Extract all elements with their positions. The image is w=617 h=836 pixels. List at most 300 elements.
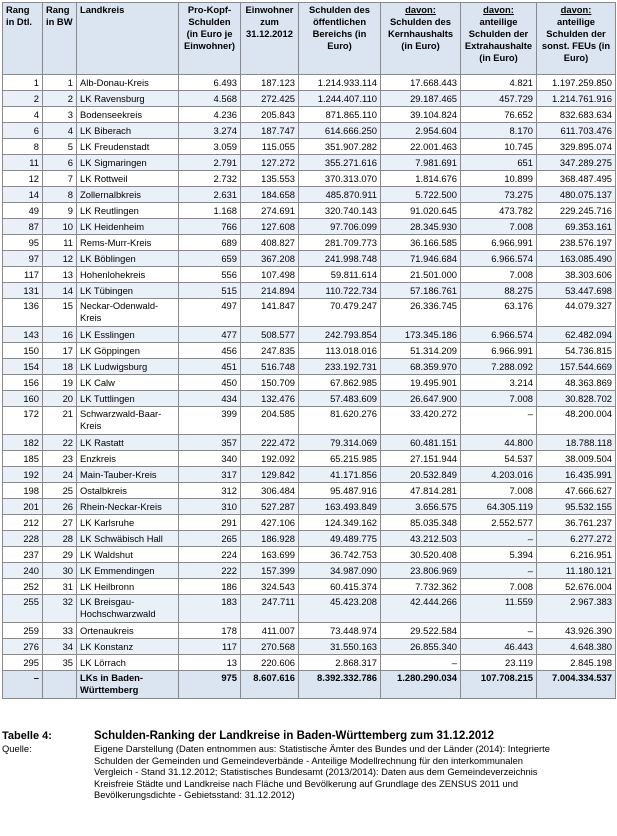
cell-population: 186.928	[241, 531, 299, 547]
cell-other-feu: 368.487.495	[537, 171, 616, 187]
cell-population: 508.577	[241, 327, 299, 343]
cell-core-budget: 5.722.500	[381, 187, 461, 203]
cell-population: 411.007	[241, 623, 299, 639]
cell-district: LK Tuttlingen	[77, 391, 179, 407]
cell-rank-germany: 201	[3, 499, 43, 515]
cell-other-feu: 30.828.702	[537, 391, 616, 407]
cell-per-capita: 357	[179, 435, 241, 451]
cell-rank-bw: 4	[43, 123, 77, 139]
cell-rank-bw: 22	[43, 435, 77, 451]
cell-per-capita: 317	[179, 467, 241, 483]
table-row[interactable]	[3, 343, 616, 359]
cell-core-budget: 60.481.151	[381, 435, 461, 451]
cell-district: Main-Tauber-Kreis	[77, 467, 179, 483]
cell-extra-budget: 76.652	[461, 107, 537, 123]
cell-core-budget: 22.001.463	[381, 139, 461, 155]
header-feu-prefix: davon:	[560, 4, 592, 15]
header-core-prefix: davon:	[405, 4, 436, 15]
cell-per-capita: 556	[179, 267, 241, 283]
cell-extra-budget: 457.729	[461, 91, 537, 107]
cell-rank-germany: 1	[3, 75, 43, 91]
cell-district: Zollernalbkreis	[77, 187, 179, 203]
cell-extra-budget: 4.203.016	[461, 467, 537, 483]
cell-other-feu: 6.216.951	[537, 547, 616, 563]
cell-district: LK Heilbronn	[77, 579, 179, 595]
source-text: Eigene Darstellung (Daten entnommen aus: Statistische Ämter des Bundes und der Länder (2014): Integrierte Schulden der Gemeinden und Gemeindeverbände - Anteilige Modellrechnung für den interkommunalen Vergleich - Stand 31.12.2012; Statistisches Bundesamt (2013/2014): Daten aus dem Gemeindeverzeichnis Kreisfreie Städte und Landkreise nach Fläche und Bevölkerung auf Grundlage des ZENSUS 2011 und Bevölkerungsdichte - Gebietsstand: 31.12.2012)	[94, 743, 550, 801]
cell-rank-bw: 14	[43, 283, 77, 299]
cell-public-debt: 485.870.911	[299, 187, 381, 203]
cell-public-debt: 355.271.616	[299, 155, 381, 171]
cell-district: LK Karlsruhe	[77, 515, 179, 531]
cell-public-debt: 370.313.070	[299, 171, 381, 187]
cell-core-budget: 7.981.691	[381, 155, 461, 171]
cell-core-budget: 26.855.340	[381, 639, 461, 655]
cell-rank-germany: 252	[3, 579, 43, 595]
cell-rank-bw: 1	[43, 75, 77, 91]
cell-core-budget: 36.166.585	[381, 235, 461, 251]
cell-district: LK Ludwigsburg	[77, 359, 179, 375]
cell-rank-bw: 21	[43, 407, 77, 435]
cell-rank-germany: 4	[3, 107, 43, 123]
cell-extra-budget: 4.821	[461, 75, 537, 91]
cell-per-capita: 312	[179, 483, 241, 499]
cell-district: Enzkreis	[77, 451, 179, 467]
cell-per-capita: 2.631	[179, 187, 241, 203]
cell-rank-germany: 143	[3, 327, 43, 343]
cell-rank-bw: 33	[43, 623, 77, 639]
header-public-debt[interactable]: Schulden des öffentlichen Bereichs (in Euro)	[299, 3, 381, 75]
cell-population: 367.208	[241, 251, 299, 267]
cell-extra-budget: 10.899	[461, 171, 537, 187]
cell-rank-germany: 295	[3, 655, 43, 671]
cell-rank-bw: 2	[43, 91, 77, 107]
cell-rank-bw: 10	[43, 219, 77, 235]
table-row[interactable]	[3, 219, 616, 235]
cell-rank-germany: 228	[3, 531, 43, 547]
cell-per-capita: 659	[179, 251, 241, 267]
cell-population: 141.847	[241, 299, 299, 327]
header-district[interactable]: Landkreis	[77, 3, 179, 75]
header-population[interactable]: Einwohner zum 31.12.2012	[241, 3, 299, 75]
cell-rank-bw: 28	[43, 531, 77, 547]
cell-per-capita: 222	[179, 563, 241, 579]
cell-public-debt: 60.415.374	[299, 579, 381, 595]
cell-other-feu: 44.079.327	[537, 299, 616, 327]
cell-rank-germany: 154	[3, 359, 43, 375]
cell-rank-bw: 31	[43, 579, 77, 595]
total-population: 8.607.616	[241, 671, 299, 699]
cell-rank-germany: 117	[3, 267, 43, 283]
table-row[interactable]	[3, 595, 616, 623]
cell-public-debt: 281.709.773	[299, 235, 381, 251]
cell-district: Neckar-Odenwald-Kreis	[77, 299, 179, 327]
cell-district: LK Göppingen	[77, 343, 179, 359]
cell-population: 214.894	[241, 283, 299, 299]
cell-public-debt: 351.907.282	[299, 139, 381, 155]
cell-rank-germany: 49	[3, 203, 43, 219]
cell-core-budget: 7.732.362	[381, 579, 461, 595]
header-rank-bw[interactable]: Rang in BW	[43, 3, 77, 75]
table-row[interactable]	[3, 531, 616, 547]
cell-per-capita: 399	[179, 407, 241, 435]
cell-public-debt: 1.244.407.110	[299, 91, 381, 107]
cell-core-budget: 91.020.645	[381, 203, 461, 219]
cell-other-feu: 611.703.476	[537, 123, 616, 139]
cell-other-feu: 1.214.761.916	[537, 91, 616, 107]
cell-per-capita: 117	[179, 639, 241, 655]
cell-population: 516.748	[241, 359, 299, 375]
cell-population: 527.287	[241, 499, 299, 515]
table-row[interactable]	[3, 547, 616, 563]
cell-public-debt: 59.811.614	[299, 267, 381, 283]
cell-population: 163.699	[241, 547, 299, 563]
cell-core-budget: 27.151.944	[381, 451, 461, 467]
table-row[interactable]	[3, 639, 616, 655]
cell-per-capita: 310	[179, 499, 241, 515]
cell-rank-germany: 6	[3, 123, 43, 139]
cell-population: 127.272	[241, 155, 299, 171]
table-row[interactable]	[3, 203, 616, 219]
cell-core-budget: 28.345.930	[381, 219, 461, 235]
cell-district: LK Esslingen	[77, 327, 179, 343]
table-row[interactable]	[3, 283, 616, 299]
cell-population: 135.553	[241, 171, 299, 187]
table-row[interactable]	[3, 623, 616, 639]
cell-other-feu: 48.363.869	[537, 375, 616, 391]
header-extra-budget[interactable]	[461, 3, 537, 75]
table-row[interactable]	[3, 499, 616, 515]
cell-rank-bw: 20	[43, 391, 77, 407]
table-row[interactable]	[3, 515, 616, 531]
table-row[interactable]	[3, 155, 616, 171]
cell-extra-budget: 88.275	[461, 283, 537, 299]
cell-district: LK Reutlingen	[77, 203, 179, 219]
header-rank-germany[interactable]: Rang in Dtl.	[3, 3, 43, 75]
cell-core-budget: 47.814.281	[381, 483, 461, 499]
total-per-capita: 975	[179, 671, 241, 699]
cell-population: 187.123	[241, 75, 299, 91]
cell-district: LK Konstanz	[77, 639, 179, 655]
cell-other-feu: 16.435.991	[537, 467, 616, 483]
cell-public-debt: 320.740.143	[299, 203, 381, 219]
header-core-budget[interactable]	[381, 3, 461, 75]
cell-population: 205.843	[241, 107, 299, 123]
cell-core-budget: 2.954.604	[381, 123, 461, 139]
cell-core-budget: 19.495.901	[381, 375, 461, 391]
cell-core-budget: 23.806.969	[381, 563, 461, 579]
table-row[interactable]	[3, 563, 616, 579]
cell-population: 324.543	[241, 579, 299, 595]
cell-extra-budget: 8.170	[461, 123, 537, 139]
cell-other-feu: 238.576.197	[537, 235, 616, 251]
cell-extra-budget: 23.119	[461, 655, 537, 671]
cell-district: Schwarzwald-Baar-Kreis	[77, 407, 179, 435]
cell-rank-germany: 11	[3, 155, 43, 171]
cell-core-budget: 173.345.186	[381, 327, 461, 343]
cell-public-debt: 241.998.748	[299, 251, 381, 267]
cell-core-budget: 43.212.503	[381, 531, 461, 547]
cell-rank-bw: 12	[43, 251, 77, 267]
cell-core-budget: 85.035.348	[381, 515, 461, 531]
cell-rank-germany: 136	[3, 299, 43, 327]
cell-other-feu: 95.532.155	[537, 499, 616, 515]
cell-core-budget: 33.420.272	[381, 407, 461, 435]
cell-extra-budget: 44.800	[461, 435, 537, 451]
cell-per-capita: 183	[179, 595, 241, 623]
cell-public-debt: 41.171.856	[299, 467, 381, 483]
cell-public-debt: 97.706.099	[299, 219, 381, 235]
cell-rank-germany: 212	[3, 515, 43, 531]
table-row[interactable]	[3, 75, 616, 91]
table-row[interactable]	[3, 435, 616, 451]
cell-rank-germany: 160	[3, 391, 43, 407]
cell-core-budget: 39.104.824	[381, 107, 461, 123]
table-row[interactable]	[3, 171, 616, 187]
cell-rank-bw: 25	[43, 483, 77, 499]
table-row[interactable]	[3, 655, 616, 671]
cell-district: Rhein-Neckar-Kreis	[77, 499, 179, 515]
total-public-debt: 8.392.332.786	[299, 671, 381, 699]
cell-population: 306.484	[241, 483, 299, 499]
table-row[interactable]	[3, 359, 616, 375]
cell-other-feu: 2.845.198	[537, 655, 616, 671]
cell-extra-budget: –	[461, 407, 537, 435]
total-rank-bw	[43, 671, 77, 699]
total-core-budget: 1.280.290.034	[381, 671, 461, 699]
cell-public-debt: 70.479.247	[299, 299, 381, 327]
cell-district: LK Sigmaringen	[77, 155, 179, 171]
cell-other-feu: 1.197.259.850	[537, 75, 616, 91]
cell-rank-germany: 182	[3, 435, 43, 451]
cell-public-debt: 36.742.753	[299, 547, 381, 563]
cell-extra-budget: 7.288.092	[461, 359, 537, 375]
cell-population: 222.472	[241, 435, 299, 451]
total-extra-budget: 107.708.215	[461, 671, 537, 699]
debt-ranking-table-wrapper	[2, 2, 615, 699]
cell-extra-budget: 6.966.574	[461, 327, 537, 343]
header-per-capita[interactable]: Pro-Kopf-Schulden (in Euro je Einwohner)	[179, 3, 241, 75]
cell-other-feu: 47.666.627	[537, 483, 616, 499]
cell-public-debt: 113.018.016	[299, 343, 381, 359]
cell-population: 184.658	[241, 187, 299, 203]
cell-public-debt: 163.493.849	[299, 499, 381, 515]
cell-population: 247.835	[241, 343, 299, 359]
table-header	[3, 3, 616, 75]
cell-population: 115.055	[241, 139, 299, 155]
cell-extra-budget: 46.443	[461, 639, 537, 655]
cell-extra-budget: 63.176	[461, 299, 537, 327]
header-extra-prefix: davon:	[483, 4, 514, 15]
table-row[interactable]	[3, 139, 616, 155]
cell-public-debt: 110.722.734	[299, 283, 381, 299]
cell-rank-germany: 8	[3, 139, 43, 155]
caption-label: Tabelle 4:	[2, 730, 52, 742]
table-row[interactable]	[3, 483, 616, 499]
cell-public-debt: 233.192.731	[299, 359, 381, 375]
cell-public-debt: 81.620.276	[299, 407, 381, 435]
cell-extra-budget: 5.394	[461, 547, 537, 563]
cell-district: Bodenseekreis	[77, 107, 179, 123]
cell-core-budget: 1.814.676	[381, 171, 461, 187]
cell-district: Alb-Donau-Kreis	[77, 75, 179, 91]
cell-per-capita: 178	[179, 623, 241, 639]
cell-public-debt: 1.214.933.114	[299, 75, 381, 91]
cell-extra-budget: 473.782	[461, 203, 537, 219]
cell-other-feu: 54.736.815	[537, 343, 616, 359]
cell-other-feu: 157.544.669	[537, 359, 616, 375]
cell-core-budget: 68.359.970	[381, 359, 461, 375]
cell-per-capita: 497	[179, 299, 241, 327]
cell-public-debt: 65.215.985	[299, 451, 381, 467]
cell-district: LK Waldshut	[77, 547, 179, 563]
cell-core-budget: 26.647.900	[381, 391, 461, 407]
cell-extra-budget: 7.008	[461, 219, 537, 235]
table-row[interactable]	[3, 187, 616, 203]
cell-core-budget: 26.336.745	[381, 299, 461, 327]
table-row[interactable]	[3, 267, 616, 283]
cell-core-budget: 20.532.849	[381, 467, 461, 483]
cell-population: 187.747	[241, 123, 299, 139]
cell-core-budget: 29.522.584	[381, 623, 461, 639]
cell-per-capita: 6.493	[179, 75, 241, 91]
header-extra-text: anteilige Schulden der Extrahaushalte (in Euro)	[464, 16, 533, 63]
cell-rank-germany: 97	[3, 251, 43, 267]
cell-per-capita: 4.236	[179, 107, 241, 123]
table-row[interactable]	[3, 327, 616, 343]
header-other-feu[interactable]	[537, 3, 616, 75]
cell-per-capita: 689	[179, 235, 241, 251]
table-row[interactable]	[3, 299, 616, 327]
cell-extra-budget: –	[461, 623, 537, 639]
cell-per-capita: 456	[179, 343, 241, 359]
cell-rank-germany: 2	[3, 91, 43, 107]
cell-district: LK Breisgau-Hochschwarzwald	[77, 595, 179, 623]
cell-per-capita: 224	[179, 547, 241, 563]
cell-extra-budget: 3.214	[461, 375, 537, 391]
table-row[interactable]	[3, 451, 616, 467]
table-row[interactable]	[3, 235, 616, 251]
cell-per-capita: 291	[179, 515, 241, 531]
cell-extra-budget: –	[461, 563, 537, 579]
total-rank-germany: –	[3, 671, 43, 699]
cell-district: Ortenaukreis	[77, 623, 179, 639]
cell-extra-budget: 7.008	[461, 483, 537, 499]
cell-district: LK Ravensburg	[77, 91, 179, 107]
table-row[interactable]	[3, 91, 616, 107]
cell-extra-budget: 11.559	[461, 595, 537, 623]
cell-rank-bw: 3	[43, 107, 77, 123]
cell-rank-germany: 150	[3, 343, 43, 359]
cell-rank-bw: 5	[43, 139, 77, 155]
cell-extra-budget: 6.966.991	[461, 343, 537, 359]
cell-public-debt: 49.489.775	[299, 531, 381, 547]
total-other-feu: 7.004.334.537	[537, 671, 616, 699]
cell-population: 204.585	[241, 407, 299, 435]
cell-public-debt: 67.862.985	[299, 375, 381, 391]
cell-per-capita: 515	[179, 283, 241, 299]
table-row[interactable]	[3, 107, 616, 123]
cell-population: 150.709	[241, 375, 299, 391]
cell-rank-bw: 24	[43, 467, 77, 483]
cell-per-capita: 13	[179, 655, 241, 671]
table-row[interactable]	[3, 123, 616, 139]
cell-core-budget: –	[381, 655, 461, 671]
cell-other-feu: 4.648.380	[537, 639, 616, 655]
cell-district: LK Lörrach	[77, 655, 179, 671]
cell-rank-bw: 27	[43, 515, 77, 531]
cell-per-capita: 451	[179, 359, 241, 375]
cell-public-debt: 95.487.916	[299, 483, 381, 499]
cell-extra-budget: 54.537	[461, 451, 537, 467]
cell-other-feu: 62.482.094	[537, 327, 616, 343]
cell-rank-germany: 240	[3, 563, 43, 579]
cell-other-feu: 480.075.137	[537, 187, 616, 203]
cell-other-feu: 163.085.490	[537, 251, 616, 267]
table-row[interactable]	[3, 579, 616, 595]
cell-rank-bw: 6	[43, 155, 77, 171]
cell-rank-germany: 237	[3, 547, 43, 563]
cell-rank-germany: 14	[3, 187, 43, 203]
cell-district: Hohenlohekreis	[77, 267, 179, 283]
cell-other-feu: 832.683.634	[537, 107, 616, 123]
cell-core-budget: 42.444.266	[381, 595, 461, 623]
cell-rank-bw: 19	[43, 375, 77, 391]
cell-population: 129.842	[241, 467, 299, 483]
cell-public-debt: 34.987.090	[299, 563, 381, 579]
cell-rank-germany: 198	[3, 483, 43, 499]
cell-rank-germany: 259	[3, 623, 43, 639]
cell-extra-budget: 651	[461, 155, 537, 171]
table-row[interactable]	[3, 467, 616, 483]
table-row[interactable]	[3, 407, 616, 435]
cell-core-budget: 30.520.408	[381, 547, 461, 563]
cell-district: LK Tübingen	[77, 283, 179, 299]
cell-rank-germany: 95	[3, 235, 43, 251]
cell-public-debt: 45.423.208	[299, 595, 381, 623]
cell-population: 192.092	[241, 451, 299, 467]
cell-rank-bw: 34	[43, 639, 77, 655]
cell-extra-budget: 7.008	[461, 579, 537, 595]
cell-rank-germany: 156	[3, 375, 43, 391]
cell-rank-bw: 32	[43, 595, 77, 623]
cell-public-debt: 242.793.854	[299, 327, 381, 343]
cell-other-feu: 6.277.272	[537, 531, 616, 547]
cell-rank-germany: 172	[3, 407, 43, 435]
cell-population: 157.399	[241, 563, 299, 579]
total-row[interactable]	[3, 671, 616, 699]
cell-other-feu: 69.353.161	[537, 219, 616, 235]
cell-per-capita: 2.732	[179, 171, 241, 187]
debt-ranking-table	[2, 2, 616, 699]
cell-per-capita: 186	[179, 579, 241, 595]
cell-population: 408.827	[241, 235, 299, 251]
cell-population: 132.476	[241, 391, 299, 407]
cell-other-feu: 229.245.716	[537, 203, 616, 219]
caption-title: Schulden-Ranking der Landkreise in Baden-Württemberg zum 31.12.2012	[94, 730, 495, 742]
table-row[interactable]	[3, 375, 616, 391]
cell-district: LK Schwäbisch Hall	[77, 531, 179, 547]
cell-extra-budget: 7.008	[461, 391, 537, 407]
cell-other-feu: 18.788.118	[537, 435, 616, 451]
cell-extra-budget: 6.966.574	[461, 251, 537, 267]
cell-per-capita: 3.274	[179, 123, 241, 139]
table-row[interactable]	[3, 251, 616, 267]
cell-rank-germany: 276	[3, 639, 43, 655]
table-row[interactable]	[3, 391, 616, 407]
cell-extra-budget: 73.275	[461, 187, 537, 203]
cell-rank-bw: 18	[43, 359, 77, 375]
cell-other-feu: 52.676.004	[537, 579, 616, 595]
